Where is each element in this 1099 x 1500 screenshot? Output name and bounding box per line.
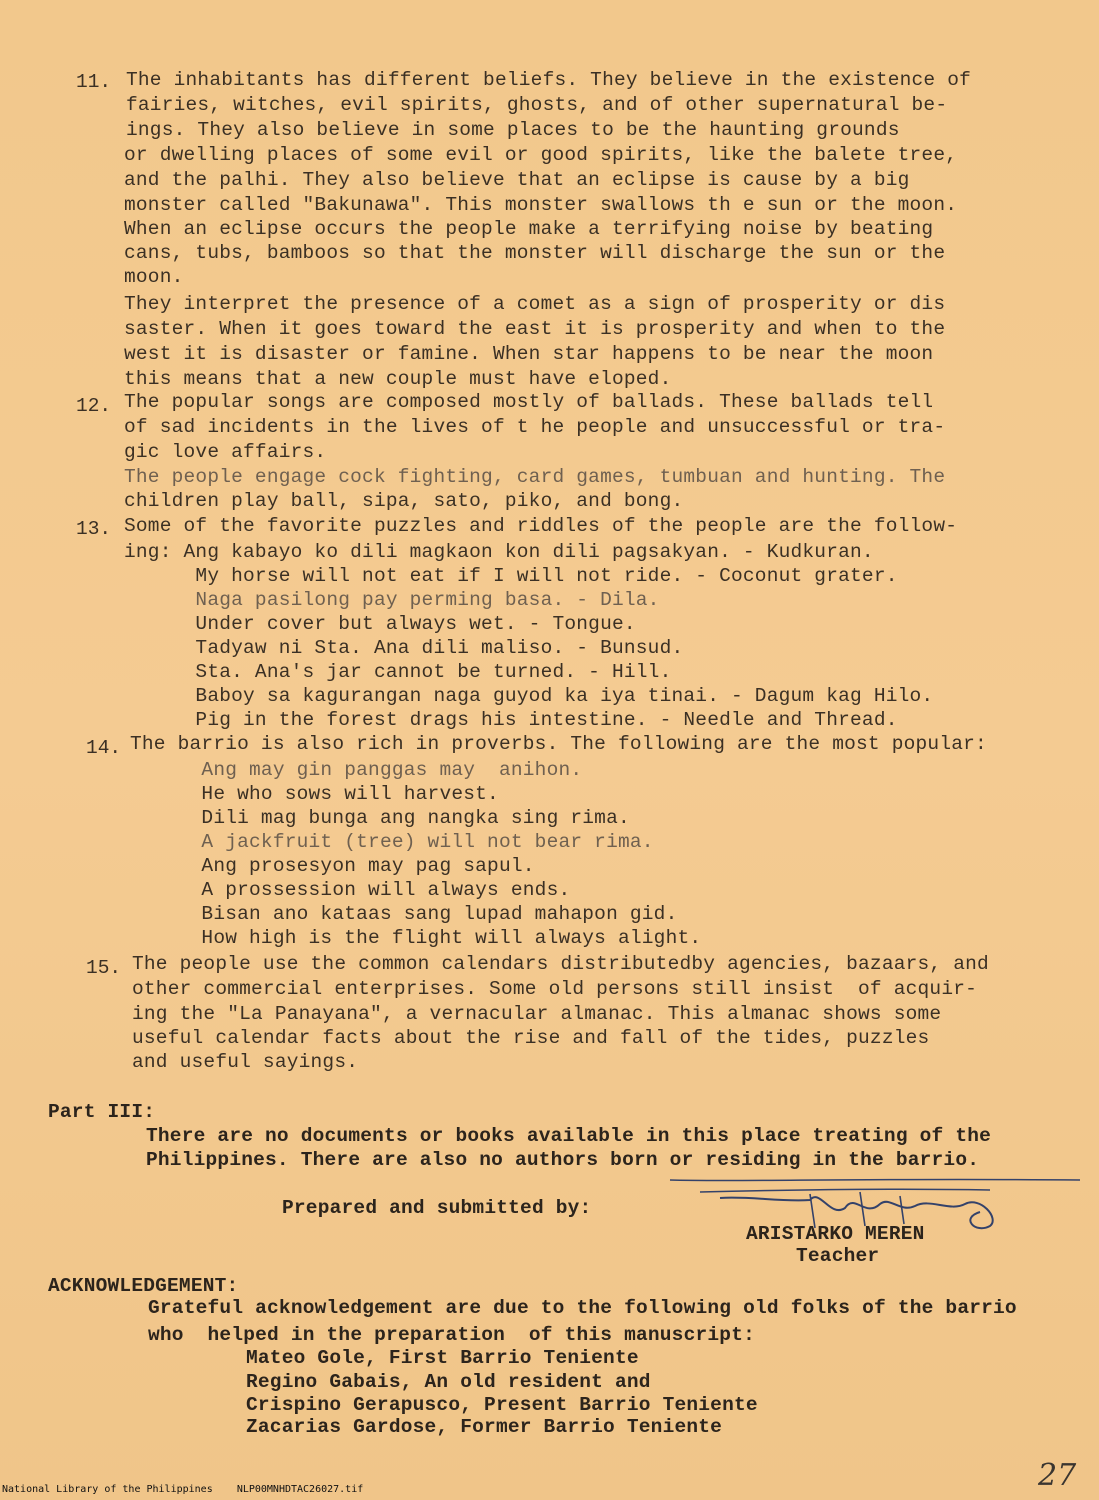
- text-line: children play ball, sipa, sato, piko, and bong.: [124, 490, 684, 512]
- item-number: 15.: [86, 957, 122, 979]
- text-line: ing the "La Panayana", a vernacular almanac. This almanac shows some: [132, 1003, 942, 1025]
- text-line: The inhabitants has different beliefs. They believe in the existence of: [126, 69, 972, 91]
- text-line: fairies, witches, evil spirits, ghosts, and of other supernatural be-: [126, 94, 948, 116]
- acknowledged-person: Crispino Gerapusco, Present Barrio Teniente: [246, 1394, 758, 1416]
- text-line: Bisan ano kataas sang lupad mahapon gid.: [130, 903, 678, 925]
- text-line: The popular songs are composed mostly of ballads. These ballads tell: [124, 391, 934, 413]
- text-line: gic love affairs.: [124, 441, 327, 463]
- text-line: Tadyaw ni Sta. Ana dili maliso. - Bunsud.: [124, 637, 684, 659]
- text-line: ings. They also believe in some places to be the haunting grounds: [126, 119, 900, 141]
- text-line: There are no documents or books available in this place treating of the: [146, 1125, 992, 1147]
- text-line: west it is disaster or famine. When star happens to be near the moon: [124, 343, 934, 365]
- text-line: saster. When it goes toward the east it is prosperity and when to the: [124, 318, 946, 340]
- text-line: The people use the common calendars distributedby agencies, bazaars, and: [132, 953, 989, 975]
- text-line: or dwelling places of some evil or good spirits, like the balete tree,: [124, 144, 958, 166]
- text-line: How high is the flight will always alight.: [130, 927, 702, 949]
- text-line: and useful sayings.: [132, 1051, 359, 1073]
- text-line: The barrio is also rich in proverbs. The following are the most popular:: [130, 733, 987, 755]
- text-line: Sta. Ana's jar cannot be turned. - Hill.: [124, 661, 672, 683]
- text-line: A prossession will always ends.: [130, 879, 571, 901]
- text-line: and the palhi. They also believe that an eclipse is cause by a big: [124, 169, 910, 191]
- text-line: Pig in the forest drags his intestine. - Needle and Thread.: [124, 709, 898, 731]
- item-number: 14.: [86, 737, 122, 759]
- text-line: who helped in the preparation of this manuscript:: [148, 1324, 755, 1346]
- text-line: Naga pasilong pay perming basa. - Dila.: [124, 589, 660, 611]
- text-line: My horse will not eat if I will not ride. - Coconut grater.: [124, 565, 898, 587]
- acknowledged-person: Regino Gabais, An old resident and: [246, 1371, 651, 1393]
- text-line: The people engage cock fighting, card games, tumbuan and hunting. The: [124, 466, 946, 488]
- text-line: Grateful acknowledgement are due to the following old folks of the barrio: [148, 1297, 1017, 1319]
- text-line: Ang prosesyon may pag sapul.: [130, 855, 535, 877]
- item-number: 13.: [76, 518, 112, 540]
- signatory-name: ARISTARKO MEREN: [746, 1223, 925, 1245]
- text-line: this means that a new couple must have eloped.: [124, 368, 672, 390]
- acknowledgement-heading: ACKNOWLEDGEMENT:: [48, 1275, 239, 1297]
- text-line: useful calendar facts about the rise and fall of the tides, puzzles: [132, 1027, 930, 1049]
- text-line: other commercial enterprises. Some old persons still insist of acquir-: [132, 978, 978, 1000]
- text-line: When an eclipse occurs the people make a terrifying noise by beating: [124, 218, 934, 240]
- text-line: Under cover but always wet. - Tongue.: [124, 613, 636, 635]
- text-line: Baboy sa kagurangan naga guyod ka iya tinai. - Dagum kag Hilo.: [124, 685, 934, 707]
- text-line: Some of the favorite puzzles and riddles of the people are the follow-: [124, 515, 958, 537]
- item-number: 11.: [76, 71, 112, 93]
- text-line: moon.: [124, 266, 184, 288]
- text-line: A jackfruit (tree) will not bear rima.: [130, 831, 654, 853]
- text-line: monster called "Bakunawa". This monster swallows th e sun or the moon.: [124, 194, 958, 216]
- text-line: Dili mag bunga ang nangka sing rima.: [130, 807, 630, 829]
- library-name: National Library of the Philippines: [2, 1484, 213, 1495]
- signatory-title: Teacher: [796, 1245, 880, 1267]
- scan-footer: [2, 1484, 363, 1496]
- text-line: of sad incidents in the lives of t he people and unsuccessful or tra-: [124, 416, 946, 438]
- item-number: 12.: [76, 395, 112, 417]
- acknowledged-person: Zacarias Gardose, Former Barrio Teniente: [246, 1416, 723, 1438]
- file-id: NLP00MNHDTAC26027.tif: [236, 1484, 364, 1495]
- text-line: They interpret the presence of a comet as a sign of prosperity or dis: [124, 293, 946, 315]
- part-three-heading: Part III:: [48, 1101, 156, 1123]
- text-line: ing: Ang kabayo ko dili magkaon kon dili pagsakyan. - Kudkuran.: [124, 541, 874, 563]
- page-number: 27: [1038, 1458, 1077, 1493]
- prepared-by-label: Prepared and submitted by:: [282, 1197, 592, 1219]
- acknowledged-person: Mateo Gole, First Barrio Teniente: [246, 1347, 639, 1369]
- text-line: He who sows will harvest.: [130, 783, 499, 805]
- text-line: cans, tubs, bamboos so that the monster will discharge the sun or the: [124, 242, 946, 264]
- text-line: Philippines. There are also no authors born or residing in the barrio.: [146, 1149, 980, 1171]
- text-line: Ang may gin panggas may anihon.: [130, 759, 583, 781]
